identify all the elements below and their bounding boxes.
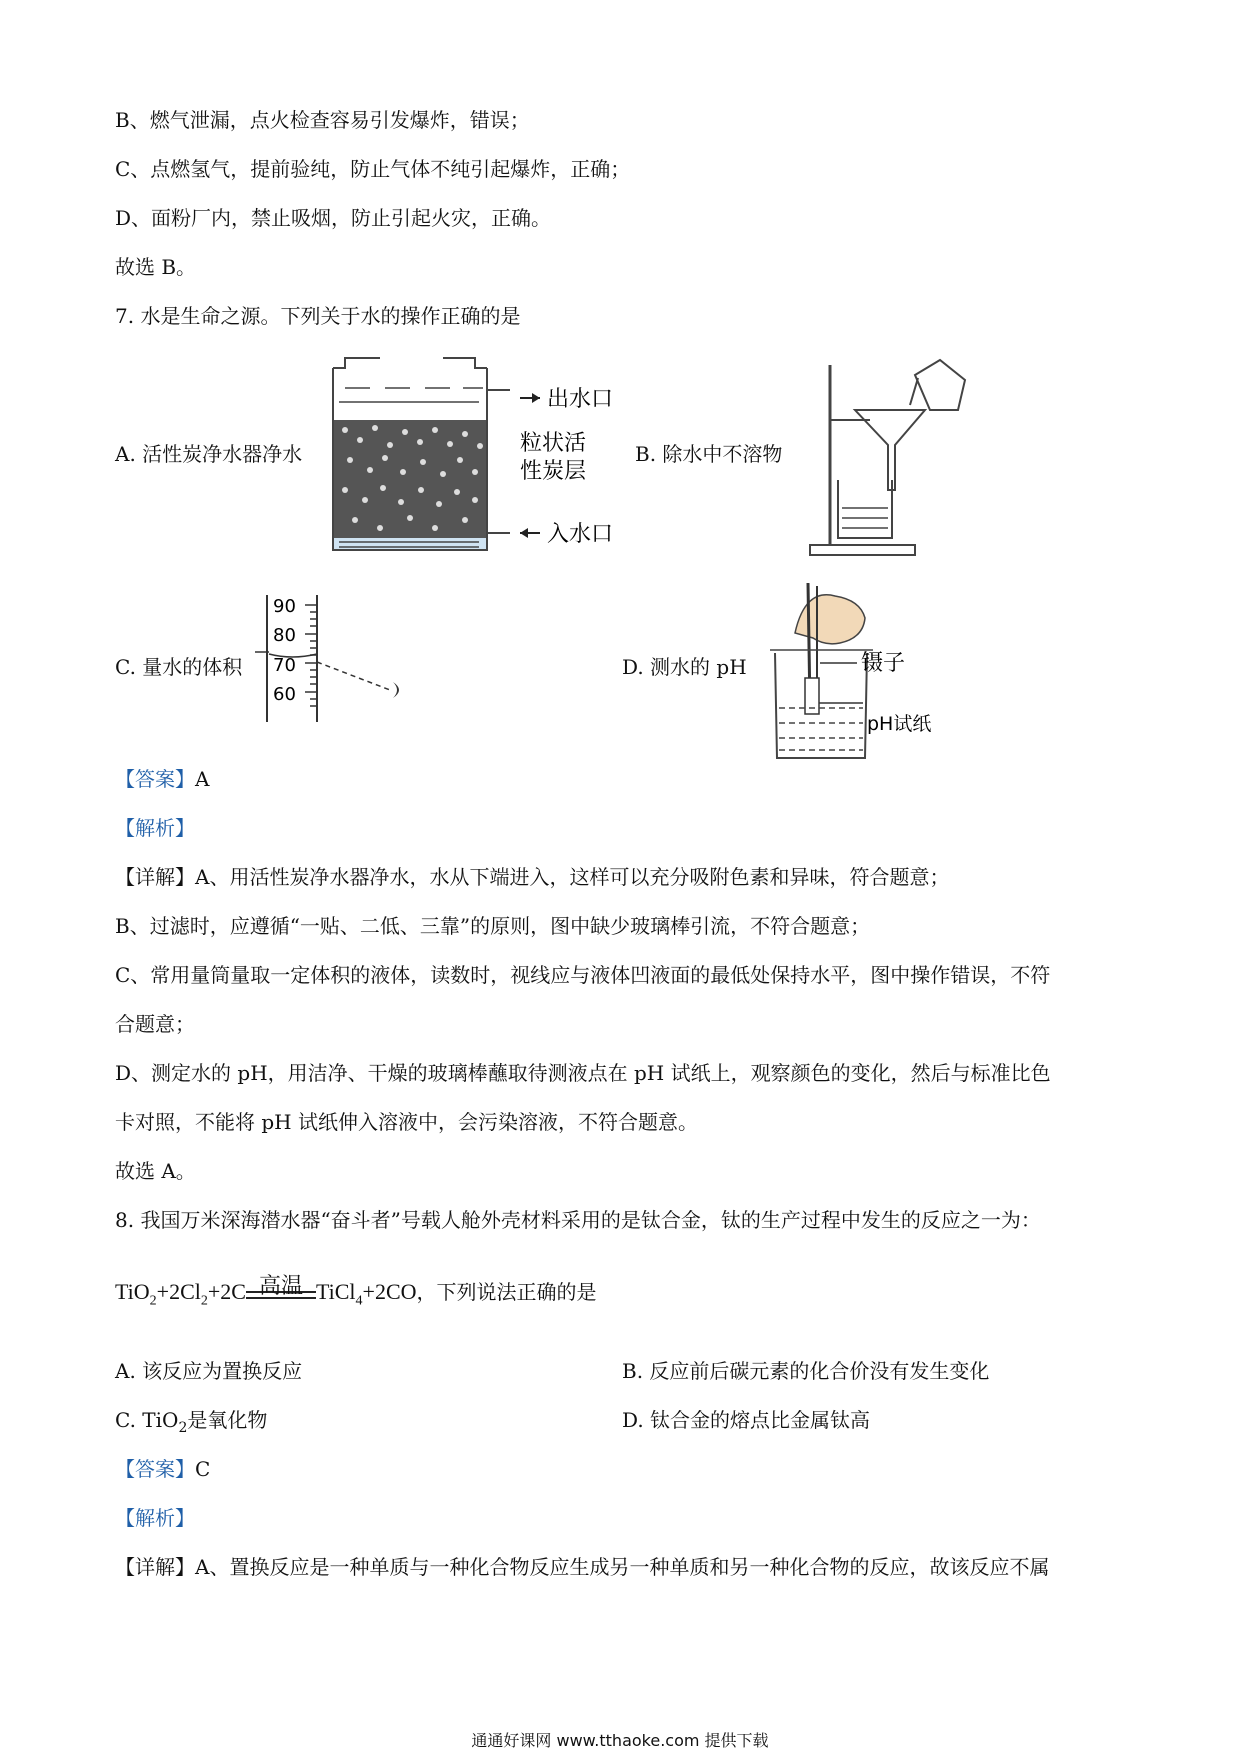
question-8-stem: 8. 我国万米深海潜水器“奋斗者”号载人舱外壳材料采用的是钛合金，钛的生产过程中发生的反应之一为： (115, 1208, 1041, 1232)
q7-answer: 【答案】A (115, 767, 210, 791)
graduated-cylinder-figure (255, 590, 415, 725)
q7-detail-c1: C、常用量筒量取一定体积的液体，读数时，视线应与液体凹液面的最低处保持水平，图中操作错误，不符 (115, 963, 1051, 987)
filtration-figure (800, 350, 980, 560)
text-line: C、点燃氢气，提前验纯，防止气体不纯引起爆炸，正确； (115, 157, 631, 181)
q7-detail-d2: 卡对照，不能将 pH 试纸伸入溶液中，会污染溶液，不符合题意。 (115, 1110, 698, 1134)
outlet-label: 出水口 (547, 387, 614, 412)
q7-detail-c2: 合题意； (115, 1012, 195, 1036)
activated-carbon-purifier-figure (325, 350, 655, 560)
text-line: 故选 B。 (115, 255, 197, 279)
q8-option-a: A. 该反应为置换反应 (115, 1359, 303, 1383)
ph-paper-label: pH试纸 (867, 713, 932, 735)
q8-option-d: D. 钛合金的熔点比金属钛高 (622, 1408, 871, 1432)
inlet-label: 入水口 (547, 522, 614, 547)
ph-test-figure (765, 578, 955, 763)
carbon-layer-label-1: 粒状活 (520, 431, 587, 456)
q8-analysis-tag: 【解析】 (115, 1506, 195, 1530)
q7-option-d: D. 测水的 pH (622, 655, 747, 679)
carbon-layer-label-2: 性炭层 (520, 459, 587, 484)
page-footer: 通通好课网 www.tthaoke.com 提供下载 (471, 1731, 769, 1750)
reaction-equation: $TiO_2+2Cl_2+2C$ 高温 TiCl$_4$+2CO，下列说法正确的是 (115, 1274, 597, 1309)
tick-label-80: 80 (273, 625, 296, 646)
eye-icon (393, 682, 399, 698)
q7-analysis-tag: 【解析】 (115, 816, 195, 840)
question-7-stem: 7. 水是生命之源。下列关于水的操作正确的是 (115, 304, 521, 328)
q7-option-c: C. 量水的体积 (115, 655, 243, 679)
q7-detail-a: 【详解】A、用活性炭净水器净水，水从下端进入，这样可以充分吸附色素和异味，符合题意； (115, 865, 950, 889)
hand-icon (795, 595, 865, 644)
q8-option-c: C. TiO$_2$是氧化物 (115, 1408, 268, 1436)
tick-label-90: 90 (273, 596, 296, 617)
q8-detail-a: 【详解】A、置换反应是一种单质与一种化合物反应生成另一种单质和另一种化合物的反应，故该反应不属 (115, 1555, 1050, 1579)
q7-option-a: A. 活性炭净水器净水 (115, 442, 303, 466)
q7-option-b: B. 除水中不溶物 (635, 442, 783, 466)
q7-final: 故选 A。 (115, 1159, 196, 1183)
text-line: B、燃气泄漏，点火检查容易引发爆炸，错误； (115, 108, 530, 132)
q7-detail-d1: D、测定水的 pH，用洁净、干燥的玻璃棒蘸取待测液点在 pH 试纸上，观察颜色的变化，然后与标准比色 (115, 1061, 1051, 1085)
tick-label-60: 60 (273, 684, 296, 705)
q8-answer: 【答案】C (115, 1457, 211, 1481)
q8-option-b: B. 反应前后碳元素的化合价没有发生变化 (622, 1359, 990, 1383)
q7-detail-b: B、过滤时，应遵循“一贴、二低、三靠”的原则，图中缺少玻璃棒引流，不符合题意； (115, 914, 871, 938)
tick-label-70: 70 (273, 655, 296, 676)
tweezers-label: 镊子 (861, 651, 906, 676)
text-line: D、面粉厂内，禁止吸烟，防止引起火灾，正确。 (115, 206, 552, 230)
